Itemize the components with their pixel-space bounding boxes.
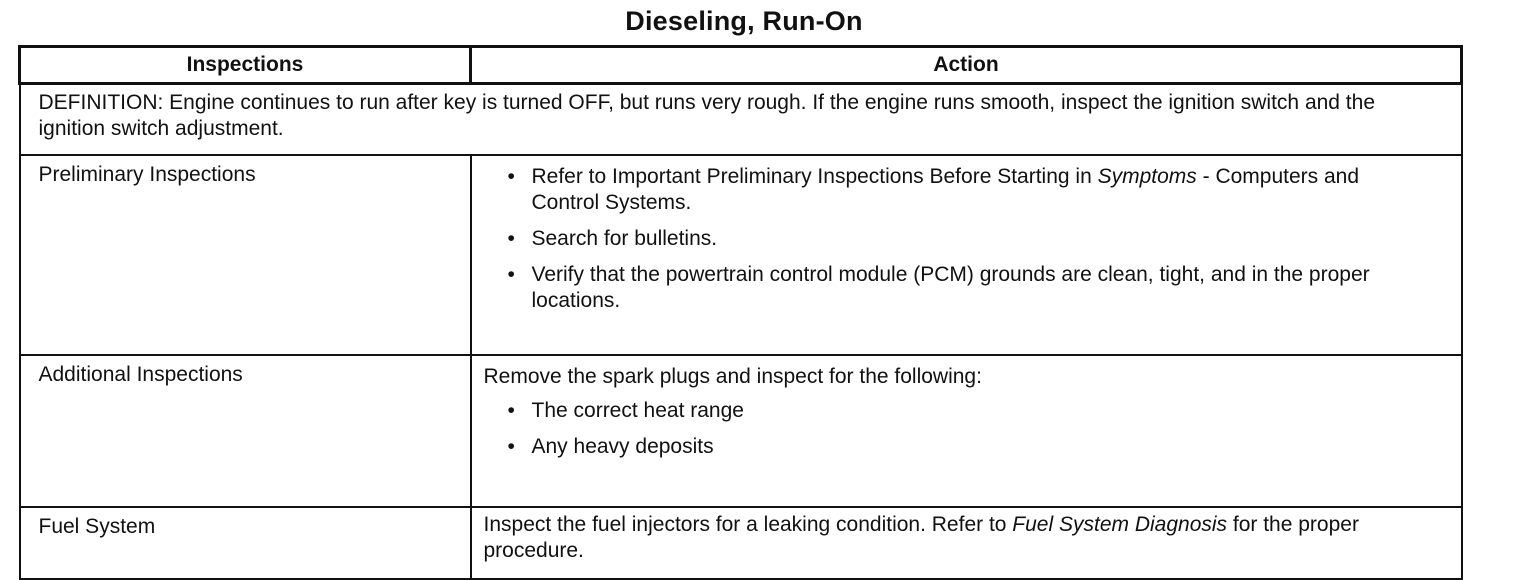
definition-text: DEFINITION: Engine continues to run after key is turned OFF, but runs very rough. If the engine runs smooth, inspect the ignition switch and the ignition switch adjustment. xyxy=(20,84,1462,156)
table-row xyxy=(20,155,1462,355)
table-row xyxy=(20,507,1462,579)
action-lead-text: Remove the spark plugs and inspect for the following: xyxy=(483,365,982,388)
definition-row xyxy=(20,84,1462,156)
table-row xyxy=(20,355,1462,507)
list-item xyxy=(508,226,1421,252)
bullet-text-italic: Symptoms xyxy=(1097,165,1197,188)
list-item xyxy=(508,164,1421,216)
bullet-list xyxy=(484,398,1421,460)
diagnosis-table xyxy=(18,45,1463,580)
action-cell xyxy=(471,155,1462,355)
inspection-label: Fuel System xyxy=(20,507,471,579)
list-item xyxy=(508,398,1421,424)
list-item xyxy=(508,262,1421,314)
column-header-inspections: Inspections xyxy=(20,47,471,84)
action-cell xyxy=(471,507,1462,579)
page-title: Dieseling, Run-On xyxy=(625,6,863,36)
action-text-part: for the proper procedure. xyxy=(483,513,1359,562)
action-text xyxy=(484,512,1421,564)
inspection-label: Preliminary Inspections xyxy=(20,155,471,355)
bullet-list xyxy=(484,164,1421,314)
bullet-text: Refer to Important Preliminary Inspections Before Starting in xyxy=(531,165,1098,188)
bullet-text: - Computers and Control Systems. xyxy=(531,165,1360,214)
inspection-label: Additional Inspections xyxy=(20,355,471,507)
bullet-text: Verify that the powertrain control module (PCM) grounds are clean, tight, and in the proper locations. xyxy=(531,263,1370,312)
list-item xyxy=(508,434,1421,460)
bullet-text: The correct heat range xyxy=(531,399,744,422)
action-cell xyxy=(471,355,1462,507)
action-text-part: Inspect the fuel injectors for a leaking condition. Refer to xyxy=(483,513,1013,536)
bullet-text: Search for bulletins. xyxy=(531,227,718,250)
action-text-italic: Fuel System Diagnosis xyxy=(1012,513,1228,536)
table-header-row xyxy=(20,47,1462,84)
column-header-action: Action xyxy=(471,47,1462,84)
bullet-text: Any heavy deposits xyxy=(531,435,714,458)
